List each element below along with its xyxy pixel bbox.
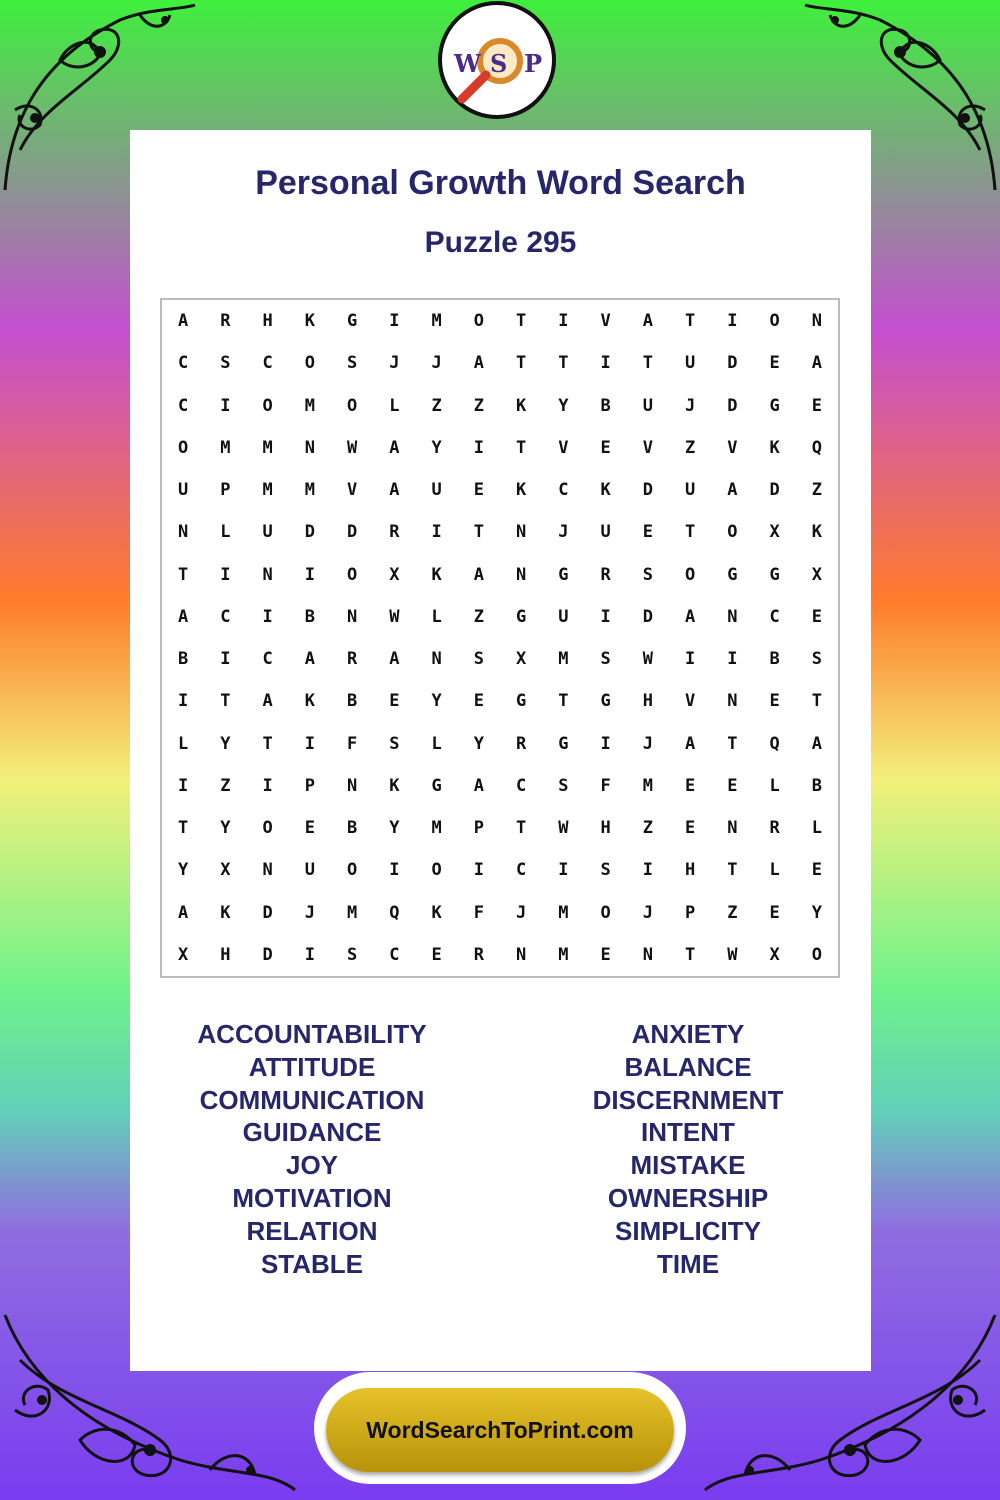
grid-cell[interactable]: I xyxy=(304,733,315,754)
grid-cell[interactable]: Y xyxy=(220,733,231,754)
grid-cell[interactable]: S xyxy=(347,944,358,965)
grid-cell[interactable]: U xyxy=(304,860,315,881)
grid-cell[interactable]: C xyxy=(262,353,273,374)
grid-cell[interactable]: G xyxy=(769,395,780,416)
grid-cell[interactable]: N xyxy=(516,564,527,585)
grid-cell[interactable]: E xyxy=(600,437,611,458)
grid-cell[interactable]: Z xyxy=(642,818,653,839)
grid-cell[interactable]: D xyxy=(347,522,358,543)
grid-cell[interactable]: M xyxy=(431,311,442,332)
grid-cell[interactable]: L xyxy=(431,733,442,754)
grid-cell[interactable]: D xyxy=(769,480,780,501)
grid-cell[interactable]: K xyxy=(304,691,315,712)
grid-cell[interactable]: R xyxy=(220,311,231,332)
grid-cell[interactable]: R xyxy=(769,818,780,839)
grid-cell[interactable]: A xyxy=(262,691,273,712)
grid-cell[interactable]: Q xyxy=(389,902,400,923)
grid-cell[interactable]: O xyxy=(811,944,822,965)
grid-cell[interactable]: E xyxy=(473,691,484,712)
grid-cell[interactable]: T xyxy=(178,818,189,839)
grid-cell[interactable]: I xyxy=(473,860,484,881)
grid-cell[interactable]: O xyxy=(304,353,315,374)
grid-cell[interactable]: P xyxy=(220,480,231,501)
word-list-item: OWNERSHIP xyxy=(607,1182,769,1213)
grid-cell[interactable]: O xyxy=(262,395,273,416)
grid-cell[interactable]: S xyxy=(642,564,653,585)
grid-cell[interactable]: A xyxy=(178,902,189,923)
grid-cell[interactable]: O xyxy=(431,860,442,881)
word-list-item: ATTITUDE xyxy=(248,1051,376,1082)
grid-cell[interactable]: A xyxy=(727,480,738,501)
grid-cell[interactable]: G xyxy=(431,775,442,796)
grid-cell[interactable]: I xyxy=(304,564,315,585)
grid-cell[interactable]: S xyxy=(220,353,231,374)
grid-cell[interactable]: S xyxy=(558,775,569,796)
word-list-item: TIME xyxy=(656,1248,720,1279)
grid-cell[interactable]: R xyxy=(473,944,484,965)
grid-cell[interactable]: I xyxy=(262,606,273,627)
grid-cell[interactable]: F xyxy=(600,775,611,796)
grid-cell[interactable]: U xyxy=(600,522,611,543)
word-list-item: SIMPLICITY xyxy=(615,1215,761,1246)
grid-cell[interactable]: N xyxy=(431,649,442,670)
grid-cell[interactable]: I xyxy=(558,860,569,881)
grid-cell[interactable]: N xyxy=(347,775,358,796)
word-list-right xyxy=(538,1018,838,1280)
grid-cell[interactable]: D xyxy=(262,944,273,965)
grid-cell[interactable]: H xyxy=(685,860,696,881)
grid-cell[interactable]: T xyxy=(727,733,738,754)
grid-cell[interactable]: H xyxy=(642,691,653,712)
page-title: Personal Growth Word Search xyxy=(255,164,746,202)
grid-cell[interactable]: M xyxy=(558,902,569,923)
grid-cell[interactable]: T xyxy=(178,564,189,585)
grid-cell[interactable]: E xyxy=(811,606,822,627)
grid-cell[interactable]: E xyxy=(769,691,780,712)
grid-cell[interactable]: L xyxy=(431,606,442,627)
grid-cell[interactable]: Y xyxy=(431,691,442,712)
grid-cell[interactable]: Y xyxy=(389,818,400,839)
word-list-item: STABLE xyxy=(260,1248,364,1279)
grid-cell[interactable]: P xyxy=(473,818,484,839)
grid-cell[interactable]: X xyxy=(178,944,189,965)
grid-cell[interactable]: I xyxy=(558,311,569,332)
grid-cell[interactable]: Z xyxy=(811,480,822,501)
grid-cell[interactable]: E xyxy=(769,902,780,923)
grid-cell[interactable]: A xyxy=(178,311,189,332)
grid-cell[interactable]: Y xyxy=(431,437,442,458)
grid-cell[interactable]: C xyxy=(178,353,189,374)
grid-cell[interactable]: I xyxy=(178,691,189,712)
grid-cell[interactable]: Z xyxy=(220,775,231,796)
grid-cell[interactable]: B xyxy=(769,649,780,670)
grid-cell[interactable]: D xyxy=(642,606,653,627)
grid-cell[interactable]: X xyxy=(769,944,780,965)
grid-cell[interactable]: E xyxy=(642,522,653,543)
grid-cell[interactable]: A xyxy=(685,733,696,754)
grid-cell[interactable]: E xyxy=(811,395,822,416)
grid-cell[interactable]: A xyxy=(304,649,315,670)
grid-cell[interactable]: J xyxy=(431,353,442,374)
grid-cell[interactable]: E xyxy=(304,818,315,839)
word-list-item: ACCOUNTABILITY xyxy=(197,1019,427,1049)
grid-cell[interactable]: D xyxy=(642,480,653,501)
grid-cell[interactable]: M xyxy=(431,818,442,839)
grid-cell[interactable]: O xyxy=(600,902,611,923)
grid-cell[interactable]: X xyxy=(811,564,822,585)
grid-cell[interactable]: A xyxy=(473,353,484,374)
grid-cell[interactable]: O xyxy=(347,564,358,585)
grid-cell[interactable]: U xyxy=(642,395,653,416)
grid-cell[interactable]: K xyxy=(769,437,780,458)
grid-cell[interactable]: G xyxy=(769,564,780,585)
grid-cell[interactable]: S xyxy=(473,649,484,670)
grid-cell[interactable]: I xyxy=(431,522,442,543)
grid-cell[interactable]: W xyxy=(642,649,653,670)
grid-cell[interactable]: A xyxy=(685,606,696,627)
grid-cell[interactable]: Q xyxy=(811,437,822,458)
grid-cell[interactable]: A xyxy=(811,733,822,754)
grid-cell[interactable]: C xyxy=(516,860,527,881)
grid-cell[interactable]: T xyxy=(685,522,696,543)
grid-cell[interactable]: T xyxy=(685,944,696,965)
grid-cell[interactable]: E xyxy=(473,480,484,501)
grid-cell[interactable]: E xyxy=(431,944,442,965)
grid-cell[interactable]: G xyxy=(727,564,738,585)
grid-cell[interactable]: J xyxy=(304,902,315,923)
word-list-item: JOY xyxy=(285,1150,339,1181)
grid-cell[interactable]: T xyxy=(220,691,231,712)
grid-cell[interactable]: S xyxy=(600,860,611,881)
grid-cell[interactable]: T xyxy=(473,522,484,543)
grid-cell[interactable]: A xyxy=(473,564,484,585)
grid-cell[interactable]: I xyxy=(389,311,400,332)
grid-cell[interactable]: B xyxy=(304,606,315,627)
footer-badge xyxy=(314,1372,686,1484)
grid-cell[interactable]: S xyxy=(389,733,400,754)
logo-letter-s: S xyxy=(490,49,508,78)
grid-cell[interactable]: U xyxy=(431,480,442,501)
word-list-item: MISTAKE xyxy=(630,1150,746,1181)
grid-cell[interactable]: C xyxy=(769,606,780,627)
grid-cell[interactable]: T xyxy=(727,860,738,881)
grid-cell[interactable]: K xyxy=(304,311,315,332)
grid-cell[interactable]: N xyxy=(178,522,189,543)
grid-cell[interactable]: B xyxy=(811,775,822,796)
grid-cell[interactable]: T xyxy=(516,818,527,839)
grid-cell[interactable]: U xyxy=(685,353,696,374)
grid-cell[interactable]: Q xyxy=(769,733,780,754)
grid-cell[interactable]: K xyxy=(431,902,442,923)
grid-cell[interactable]: K xyxy=(516,480,527,501)
grid-cell[interactable]: J xyxy=(642,902,653,923)
grid-cell[interactable]: I xyxy=(685,649,696,670)
grid-cell[interactable]: X xyxy=(516,649,527,670)
grid-cell[interactable]: S xyxy=(600,649,611,670)
grid-cell[interactable]: E xyxy=(727,775,738,796)
grid-cell[interactable]: Y xyxy=(473,733,484,754)
grid-cell[interactable]: J xyxy=(558,522,569,543)
word-list-item: MOTIVATION xyxy=(232,1182,392,1213)
grid-cell[interactable]: N xyxy=(262,860,273,881)
grid-cell[interactable]: W xyxy=(558,818,569,839)
grid-cell[interactable]: Z xyxy=(473,606,484,627)
grid-cell[interactable]: N xyxy=(262,564,273,585)
grid-cell[interactable]: K xyxy=(600,480,611,501)
grid-cell[interactable]: T xyxy=(516,437,527,458)
puzzle-sheet xyxy=(130,130,871,1371)
grid-cell[interactable]: U xyxy=(685,480,696,501)
grid-cell[interactable]: N xyxy=(727,818,738,839)
site-logo[interactable] xyxy=(438,1,556,119)
word-list-item: BALANCE xyxy=(624,1051,752,1082)
grid-cell[interactable]: L xyxy=(389,395,400,416)
grid-cell[interactable]: M xyxy=(220,437,231,458)
grid-cell[interactable]: J xyxy=(685,395,696,416)
grid-cell[interactable]: O xyxy=(769,311,780,332)
grid-cell[interactable]: O xyxy=(727,522,738,543)
grid-cell[interactable]: E xyxy=(600,944,611,965)
grid-cell[interactable]: G xyxy=(516,691,527,712)
letter-grid xyxy=(160,298,840,978)
grid-cell[interactable]: W xyxy=(727,944,738,965)
word-list-item: RELATION xyxy=(246,1215,378,1246)
grid-cell[interactable]: T xyxy=(262,733,273,754)
grid-cell[interactable]: U xyxy=(178,480,189,501)
grid-cell[interactable]: G xyxy=(558,564,569,585)
grid-cell[interactable]: N xyxy=(304,437,315,458)
grid-cell[interactable]: Z xyxy=(685,437,696,458)
grid-cell[interactable]: J xyxy=(516,902,527,923)
grid-cell[interactable]: B xyxy=(347,691,358,712)
grid-cell[interactable]: N xyxy=(642,944,653,965)
grid-cell[interactable]: N xyxy=(516,944,527,965)
grid-cell[interactable]: K xyxy=(811,522,822,543)
grid-cell[interactable]: T xyxy=(558,691,569,712)
grid-cell[interactable]: P xyxy=(685,902,696,923)
grid-cell[interactable]: A xyxy=(389,480,400,501)
grid-cell[interactable]: R xyxy=(389,522,400,543)
grid-cell[interactable]: Y xyxy=(811,902,822,923)
grid-cell[interactable]: O xyxy=(347,395,358,416)
grid-cell[interactable]: V xyxy=(685,691,696,712)
grid-cell[interactable]: M xyxy=(304,480,315,501)
word-list-left xyxy=(162,1018,462,1280)
grid-cell[interactable]: H xyxy=(220,944,231,965)
logo-letter-p: P xyxy=(524,49,543,78)
word-list-item: GUIDANCE xyxy=(242,1117,382,1148)
grid-cell[interactable]: V xyxy=(642,437,653,458)
grid-cell[interactable]: O xyxy=(262,818,273,839)
grid-cell[interactable]: G xyxy=(516,606,527,627)
grid-cell[interactable]: T xyxy=(685,311,696,332)
grid-cell[interactable]: I xyxy=(262,775,273,796)
grid-cell[interactable]: G xyxy=(347,311,358,332)
grid-cell[interactable]: Z xyxy=(473,395,484,416)
word-list-item: INTENT xyxy=(641,1117,735,1148)
grid-cell[interactable]: U xyxy=(262,522,273,543)
grid-cell[interactable]: A xyxy=(178,606,189,627)
grid-cell[interactable]: Z xyxy=(431,395,442,416)
grid-cell[interactable]: C xyxy=(220,606,231,627)
grid-cell[interactable]: L xyxy=(178,733,189,754)
grid-cell[interactable]: I xyxy=(178,775,189,796)
grid-cell[interactable]: C xyxy=(389,944,400,965)
grid-cell[interactable]: I xyxy=(727,649,738,670)
grid-cell[interactable]: D xyxy=(727,395,738,416)
grid-cell[interactable]: X xyxy=(769,522,780,543)
puzzle-number: Puzzle 295 xyxy=(424,226,577,259)
grid-cell[interactable]: D xyxy=(727,353,738,374)
grid-cell[interactable]: E xyxy=(811,860,822,881)
grid-cell[interactable]: W xyxy=(347,437,358,458)
grid-cell[interactable]: O xyxy=(178,437,189,458)
grid-cell[interactable]: D xyxy=(262,902,273,923)
grid-cell[interactable]: K xyxy=(431,564,442,585)
grid-cell[interactable]: B xyxy=(600,395,611,416)
word-list-item: ANXIETY xyxy=(631,1019,745,1049)
grid-cell[interactable]: B xyxy=(347,818,358,839)
grid-cell[interactable]: M xyxy=(304,395,315,416)
grid-cell[interactable]: A xyxy=(389,437,400,458)
website-link-button[interactable] xyxy=(326,1388,674,1472)
grid-cell[interactable]: J xyxy=(389,353,400,374)
grid-cell[interactable]: R xyxy=(600,564,611,585)
grid-cell[interactable]: X xyxy=(220,860,231,881)
grid-cell[interactable]: F xyxy=(347,733,358,754)
grid-cell[interactable]: V xyxy=(727,437,738,458)
grid-cell[interactable]: B xyxy=(178,649,189,670)
grid-cell[interactable]: Z xyxy=(727,902,738,923)
grid-cell[interactable]: I xyxy=(220,649,231,670)
grid-cell[interactable]: W xyxy=(389,606,400,627)
grid-cell[interactable]: N xyxy=(516,522,527,543)
grid-cell[interactable]: M xyxy=(262,437,273,458)
grid-cell[interactable]: F xyxy=(473,902,484,923)
grid-cell[interactable]: S xyxy=(811,649,822,670)
grid-cell[interactable]: I xyxy=(220,395,231,416)
grid-cell[interactable]: R xyxy=(347,649,358,670)
word-list-item: COMMUNICATION xyxy=(199,1084,425,1115)
grid-cell[interactable]: H xyxy=(600,818,611,839)
grid-cell[interactable]: N xyxy=(727,691,738,712)
grid-cell[interactable]: C xyxy=(558,480,569,501)
grid-cell[interactable]: V xyxy=(600,311,611,332)
grid-cell[interactable]: L xyxy=(811,818,822,839)
grid-cell[interactable]: I xyxy=(600,606,611,627)
grid-cell[interactable]: G xyxy=(558,733,569,754)
grid-cell[interactable]: I xyxy=(642,860,653,881)
grid-cell[interactable]: V xyxy=(558,437,569,458)
grid-cell[interactable]: N xyxy=(727,606,738,627)
grid-cell[interactable]: N xyxy=(811,311,822,332)
grid-cell[interactable]: I xyxy=(389,860,400,881)
grid-cell[interactable]: I xyxy=(600,353,611,374)
grid-cell[interactable]: C xyxy=(516,775,527,796)
grid-cell[interactable]: M xyxy=(558,649,569,670)
grid-cell[interactable]: R xyxy=(516,733,527,754)
grid-cell[interactable]: K xyxy=(516,395,527,416)
grid-cell[interactable]: O xyxy=(347,860,358,881)
grid-cell[interactable]: I xyxy=(220,564,231,585)
grid-cell[interactable]: D xyxy=(304,522,315,543)
grid-cell[interactable]: A xyxy=(642,311,653,332)
grid-cell[interactable]: E xyxy=(685,775,696,796)
grid-cell[interactable]: M xyxy=(262,480,273,501)
grid-cell[interactable]: T xyxy=(811,691,822,712)
grid-cell[interactable]: M xyxy=(558,944,569,965)
grid-cell[interactable]: O xyxy=(685,564,696,585)
grid-cell[interactable]: Y xyxy=(178,860,189,881)
website-link-text: WordSearchToPrint.com xyxy=(366,1416,634,1443)
grid-cell[interactable]: X xyxy=(389,564,400,585)
grid-cell[interactable]: N xyxy=(347,606,358,627)
grid-cell[interactable]: I xyxy=(304,944,315,965)
grid-cell[interactable]: C xyxy=(262,649,273,670)
grid-cell[interactable]: I xyxy=(600,733,611,754)
grid-cell[interactable]: V xyxy=(347,480,358,501)
grid-cell[interactable]: T xyxy=(642,353,653,374)
grid-cell[interactable]: L xyxy=(220,522,231,543)
grid-cell[interactable]: J xyxy=(642,733,653,754)
grid-cell[interactable]: M xyxy=(347,902,358,923)
grid-cell[interactable]: P xyxy=(304,775,315,796)
grid-cell[interactable]: U xyxy=(558,606,569,627)
grid-cell[interactable]: S xyxy=(347,353,358,374)
grid-cell[interactable]: T xyxy=(516,353,527,374)
grid-cell[interactable]: G xyxy=(600,691,611,712)
grid-cell[interactable]: I xyxy=(727,311,738,332)
grid-cell[interactable]: I xyxy=(473,437,484,458)
grid-cell[interactable]: L xyxy=(769,860,780,881)
word-list-item: DISCERNMENT xyxy=(592,1084,784,1115)
grid-cell[interactable]: Y xyxy=(558,395,569,416)
grid-cell[interactable]: E xyxy=(389,691,400,712)
grid-cell[interactable]: C xyxy=(178,395,189,416)
grid-cell[interactable]: K xyxy=(220,902,231,923)
grid-cell[interactable]: T xyxy=(516,311,527,332)
grid-cell[interactable]: M xyxy=(642,775,653,796)
grid-cell[interactable]: E xyxy=(685,818,696,839)
grid-cell[interactable]: A xyxy=(811,353,822,374)
grid-cell[interactable]: A xyxy=(389,649,400,670)
grid-cell[interactable]: O xyxy=(473,311,484,332)
grid-cell[interactable]: A xyxy=(473,775,484,796)
grid-cell[interactable]: H xyxy=(262,311,273,332)
grid-cell[interactable]: Y xyxy=(220,818,231,839)
grid-cell[interactable]: L xyxy=(769,775,780,796)
grid-cell[interactable]: T xyxy=(558,353,569,374)
logo-letter-w: W xyxy=(454,49,481,78)
grid-cell[interactable]: K xyxy=(389,775,400,796)
grid-cell[interactable]: E xyxy=(769,353,780,374)
